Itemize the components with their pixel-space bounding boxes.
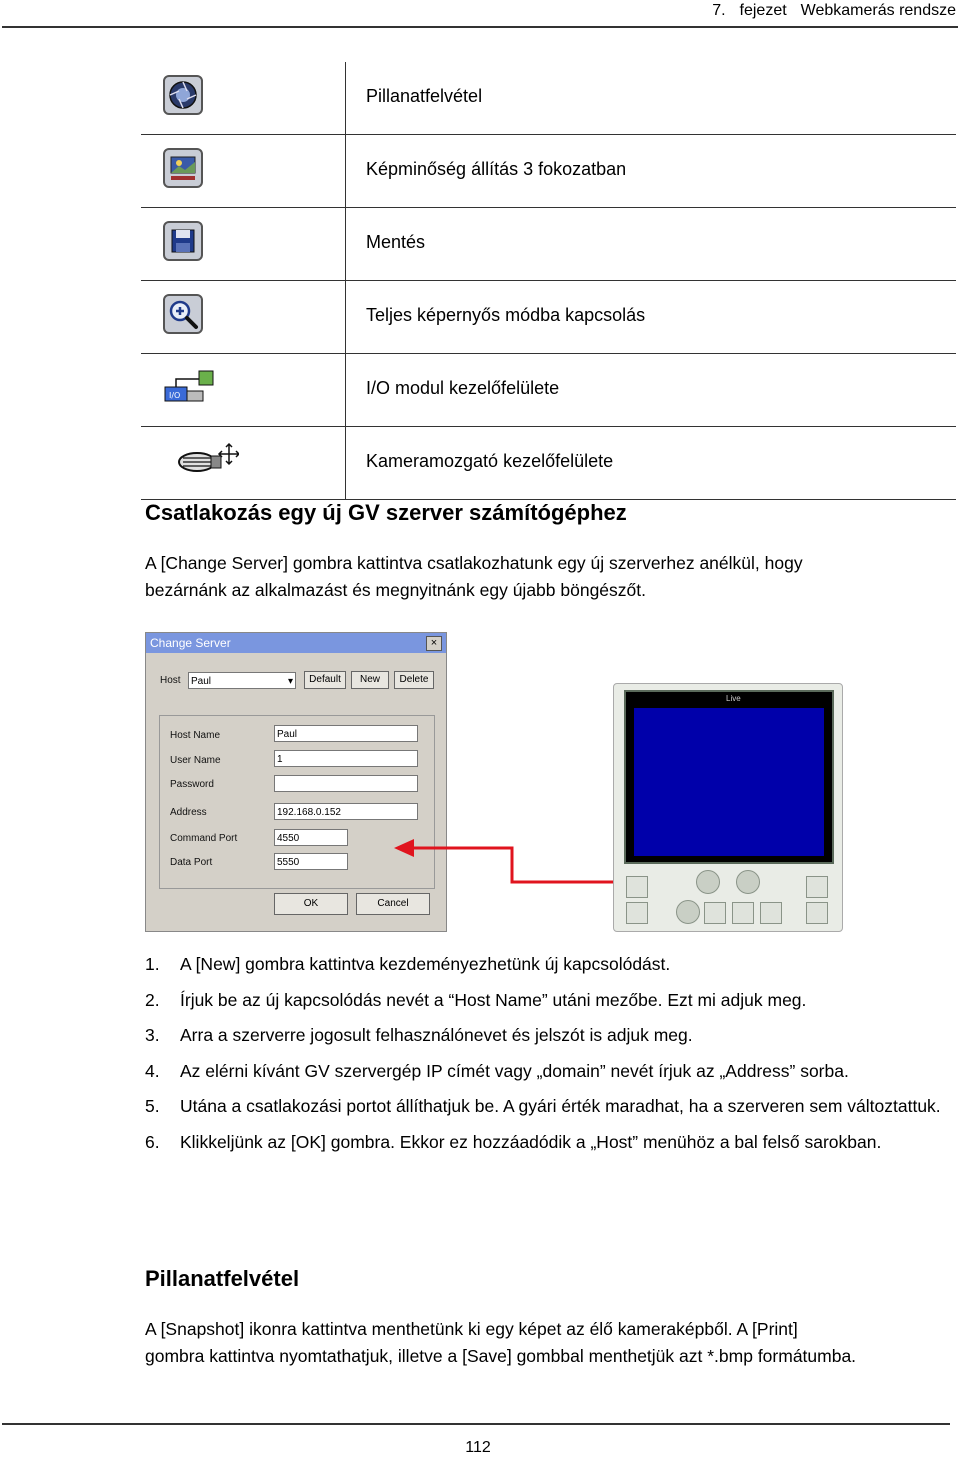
table-row xyxy=(141,208,956,281)
camera-shutter-icon xyxy=(163,75,203,115)
chapter-number: 7. xyxy=(712,2,726,19)
default-button[interactable]: Default xyxy=(304,671,346,689)
table-cell-label: Pillanatfelvétel xyxy=(366,86,483,106)
table-row xyxy=(141,62,956,135)
stop-icon[interactable] xyxy=(736,870,760,894)
list-item: 6. Klikkeljünk az [OK] gombra. Ekkor ez hozzáadódik a „Host” menühöz a bal felső sarokban. xyxy=(145,1131,882,1152)
table-row xyxy=(141,135,956,208)
io-module-icon[interactable] xyxy=(626,902,648,924)
command-port-label: Command Port xyxy=(170,833,238,844)
address-label: Address xyxy=(170,807,207,818)
image-quality-icon xyxy=(163,148,203,188)
intro-paragraph: A [Change Server] gombra kattintva csatlakozhatunk egy új szerverhez anélkül, hogy bezárnánk az alkalmazást és megnyitnánk egy újabb böngészőt. xyxy=(145,553,803,600)
host-label: Host xyxy=(160,675,181,686)
list-item: 2. Írjuk be az új kapcsolódás nevét a “Host Name” utáni mezőbe. Ezt mi adjuk meg. xyxy=(145,989,807,1010)
camera-shutter-icon[interactable] xyxy=(676,900,700,924)
table-row xyxy=(141,281,956,354)
image-quality-icon[interactable] xyxy=(704,902,726,924)
change-server-icon[interactable] xyxy=(626,876,648,898)
running-header xyxy=(698,2,956,20)
chapter-title: Webkamerás rendsze xyxy=(800,2,956,19)
zoom-in-icon xyxy=(163,294,203,334)
table-cell-label: I/O modul kezelőfelülete xyxy=(366,378,560,398)
section-heading: Csatlakozás egy új GV szerver számítógéphez xyxy=(145,500,627,525)
header-rule xyxy=(2,26,958,28)
password-field[interactable] xyxy=(274,775,418,792)
ok-button[interactable]: OK xyxy=(274,893,348,915)
camera-viewer xyxy=(613,683,843,932)
pointer-arrow xyxy=(390,830,630,890)
table-cell-label: Teljes képernyős módba kapcsolás xyxy=(366,305,646,325)
host-name-field[interactable]: Paul xyxy=(274,725,418,742)
close-icon[interactable]: × xyxy=(426,636,442,651)
floppy-save-icon[interactable] xyxy=(732,902,754,924)
play-icon[interactable] xyxy=(696,870,720,894)
host-name-label: Host Name xyxy=(170,730,221,741)
command-port-field[interactable]: 4550 xyxy=(274,829,348,846)
footer-rule xyxy=(2,1423,950,1425)
live-label: Live xyxy=(726,694,741,703)
list-item: 1. A [New] gombra kattintva kezdeményezhetünk új kapcsolódást. xyxy=(145,954,671,974)
chapter-word: fejezet xyxy=(739,2,787,19)
address-field[interactable]: 192.168.0.152 xyxy=(274,803,418,820)
list-item: 4. Az elérni kívánt GV szervergép IP címét vagy „domain” nevét írjuk az „Address” sorba. xyxy=(145,1060,849,1081)
video-area xyxy=(634,708,824,856)
data-port-label: Data Port xyxy=(170,857,213,868)
snapshot-paragraph: A [Snapshot] ikonra kattintva menthetünk ki egy képet az élő kameraképből. A [Print] gombra kattintva nyomtathatjuk, illetve a [Save] gombbal menthetjük azt *.bmp formátumba. xyxy=(145,1319,857,1366)
ptz-camera-icon[interactable] xyxy=(806,902,828,924)
data-port-field[interactable]: 5550 xyxy=(274,853,348,870)
new-button[interactable]: New xyxy=(351,671,389,689)
icon-table xyxy=(141,62,956,500)
floppy-save-icon xyxy=(163,221,203,261)
steps-list xyxy=(145,947,945,1160)
user-name-field[interactable]: 1 xyxy=(274,750,418,767)
video-screen xyxy=(624,690,834,864)
delete-button[interactable]: Delete xyxy=(394,671,434,689)
table-cell-label: Mentés xyxy=(366,232,426,252)
svg-text:I/O: I/O xyxy=(169,391,181,400)
ptz-camera-icon xyxy=(175,440,239,480)
table-cell-label: Képminőség állítás 3 fokozatban xyxy=(366,159,627,179)
list-item: 3. Arra a szerverre jogosult felhasználónevet és jelszót is adjuk meg. xyxy=(145,1025,693,1045)
io-module-icon xyxy=(163,367,215,407)
table-row xyxy=(141,427,956,500)
page-number: 112 xyxy=(465,1439,491,1456)
table-cell-label: Kameramozgató kezelőfelülete xyxy=(366,451,614,471)
user-name-label: User Name xyxy=(170,755,221,766)
host-select[interactable]: Paul ▾ xyxy=(188,672,296,689)
zoom-in-icon[interactable] xyxy=(760,902,782,924)
section-heading: Pillanatfelvétel xyxy=(145,1266,300,1291)
ptz-camera-icon[interactable] xyxy=(806,876,828,898)
table-row xyxy=(141,354,956,427)
dialog-title: Change Server xyxy=(150,636,231,650)
password-label: Password xyxy=(170,779,214,790)
chevron-down-icon: ▾ xyxy=(287,676,293,687)
dialog-title-bar xyxy=(146,633,446,653)
list-item: 5. Utána a csatlakozási portot állíthatjuk be. A gyári érték maradhat, ha a szerveren sem változtattuk. xyxy=(145,1096,941,1116)
cancel-button[interactable]: Cancel xyxy=(356,893,430,915)
